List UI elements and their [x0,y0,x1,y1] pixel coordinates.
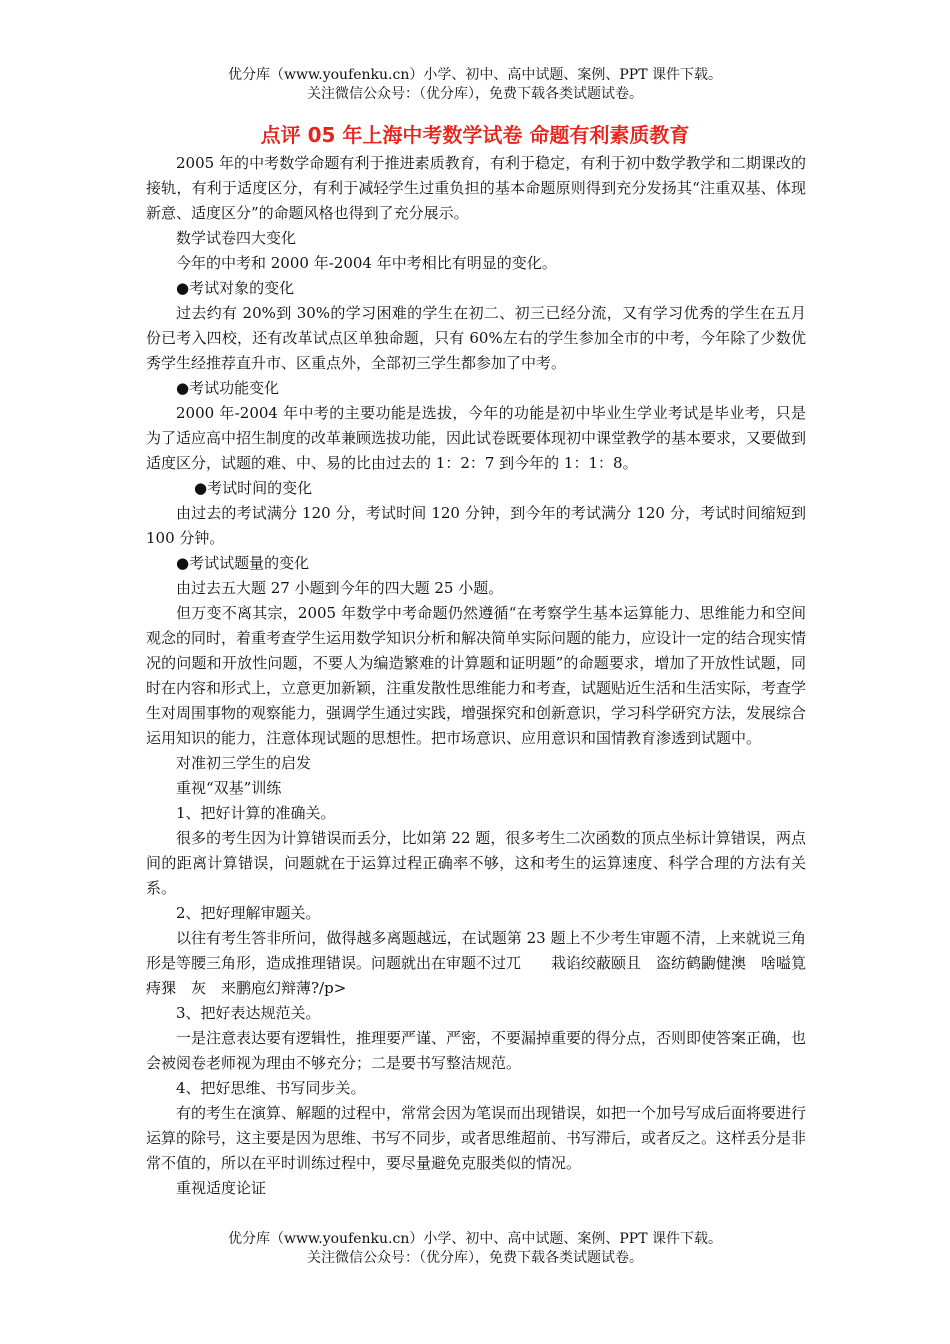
paragraph: 由过去五大题 27 小题到今年的四大题 25 小题。 [176,579,504,597]
article-title: 点评 05 年上海中考数学试卷 命题有利素质教育 [260,123,690,147]
paragraph: 今年的中考和 2000 年-2004 年中考相比有明显的变化。 [176,254,557,272]
section-heading: 重视适度论证 [176,1179,267,1197]
bullet-heading: ●考试对象的变化 [176,279,295,297]
page-header [0,66,950,104]
article-body [146,151,822,1201]
section-heading: 数学试卷四大变化 [176,229,297,247]
bullet-heading: ●考试试题量的变化 [176,554,310,572]
footer-line-2: 关注微信公众号：（优分库），免费下载各类试题试卷。 [307,1250,643,1266]
paragraph: 过去约有 20%到 30%的学习困难的学生在初二、初三已经分流，又有学习优秀的学生在五月份已考入四校，还有改革试点区单独命题，只有 60%左右的学生参加全市的中考，今年除了少数优秀学生经推荐直升市、区重点外，全部初三学生都参加了中考。 [146,304,806,372]
paragraph: 很多的考生因为计算错误而丢分，比如第 22 题，很多考生二次函数的顶点坐标计算错误，两点间的距离计算错误，问题就在于运算过程正确率不够，这和考生的运算速度、科学合理的方法有关系。 [146,829,806,897]
list-heading: 1、把好计算的准确关。 [176,804,336,822]
paragraph: 一是注意表达要有逻辑性，推理要严谨、严密，不要漏掉重要的得分点，否则即使答案正确，也会被阅卷老师视为理由不够充分；二是要书写整洁规范。 [146,1029,807,1072]
paragraph: 由过去的考试满分 120 分，考试时间 120 分钟，到今年的考试满分 120 分，考试时间缩短到 100 分钟。 [146,504,806,547]
paragraph: 有的考生在演算、解题的过程中，常常会因为笔误而出现错误，如把一个加号写成后面将要进行运算的除号，这主要是因为思维、书写不同步，或者思维超前、书写滞后，或者反之。这样丢分是非常不值的，所以在平时训练过程中，要尽量避免克服类似的情况。 [146,1104,807,1172]
footer-line-1: 优分库（www.youfenku.cn）小学、初中、高中试题、案例、PPT 课件下载。 [227,1231,722,1247]
list-heading: 2、把好理解审题关。 [176,904,321,922]
bullet-heading: ●考试功能变化 [176,379,280,397]
paragraph: 以往有考生答非所问，做得越多离题越远，在试题第 23 题上不少考生审题不清，上来就说三角形是等腰三角形，造成推理错误。问题就出在审题不过兀 栽谄绞蔽颐且 盗纺鹤鼩健澳 啥嗌筧 痔猓 灰 来鹏庖幻辩薄?/p> [146,929,822,997]
header-line-2: 关注微信公众号：（优分库），免费下载各类试题试卷。 [307,86,643,102]
header-line-1: 优分库（www.youfenku.cn）小学、初中、高中试题、案例、PPT 课件下载。 [227,67,722,83]
section-heading: 重视“双基”训练 [176,779,282,797]
list-heading: 3、把好表达规范关。 [176,1004,321,1022]
paragraph: 2005 年的中考数学命题有利于推进素质教育，有利于稳定，有利于初中数学教学和二期课改的接轨，有利于适度区分，有利于减轻学生过重负担的基本命题原则得到充分发扬其“注重双基、体现新意、适度区分”的命题风格也得到了充分展示。 [146,154,806,222]
paragraph: 但万变不离其宗，2005 年数学中考命题仍然遵循“在考察学生基本运算能力、思维能力和空间观念的同时，着重考查学生运用数学知识分析和解决简单实际问题的能力，应设计一定的结合现实情况的问题和开放性问题，不要人为编造繁难的计算题和证明题”的命题要求，增加了开放性试题，同时在内容和形式上，立意更加新颖，注重发散性思维能力和考查，试题贴近生活和生活实际，考查学生对周围事物的观察能力，强调学生通过实践，增强探究和创新意识，学习科学研究方法，发展综合运用知识的能力，注意体现试题的思想性。把市场意识、应用意识和国情教育渗透到试题中。 [146,604,807,747]
page-footer [0,1230,950,1268]
section-heading: 对准初三学生的启发 [176,754,312,772]
bullet-heading: ●考试时间的变化 [194,479,313,497]
paragraph: 2000 年-2004 年中考的主要功能是选拔，今年的功能是初中毕业生学业考试是毕业考，只是为了适应高中招生制度的改革兼顾选拔功能，因此试卷既要体现初中课堂教学的基本要求，又要做到适度区分，试题的难、中、易的比由过去的 1：2：7 到今年的 1：1：8。 [146,404,807,472]
list-heading: 4、把好思维、书写同步关。 [176,1079,366,1097]
